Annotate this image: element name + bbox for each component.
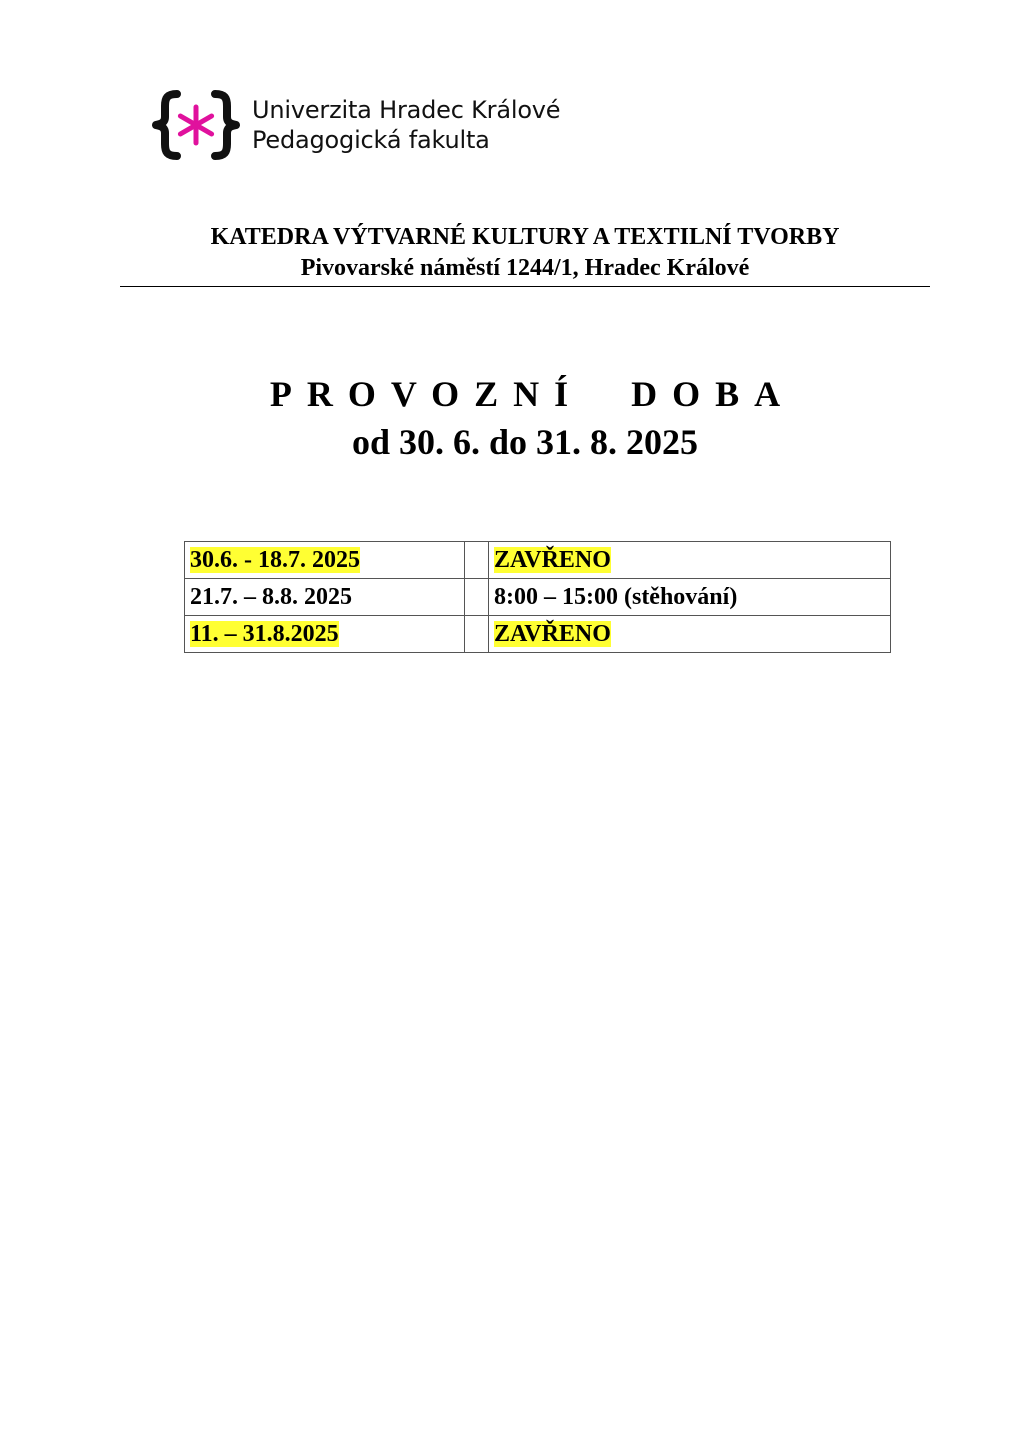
table-row [185,616,891,653]
asterisk-icon [180,107,211,143]
table-row [185,542,891,579]
date-range: 11. – 31.8.2025 [190,620,339,647]
status-cell [489,542,891,579]
status-text: ZAVŘENO [494,546,611,573]
logo-text [252,95,560,155]
date-cell [185,542,465,579]
status-cell [489,616,891,653]
university-name: Univerzita Hradec Králové [252,96,561,124]
date-cell [185,616,465,653]
date-range: 30.6. - 18.7. 2025 [190,546,360,573]
status-cell [489,579,891,616]
period-subtitle: od 30. 6. do 31. 8. 2025 [351,422,699,462]
faculty-name: Pedagogická fakulta [252,126,490,154]
university-logo [150,88,560,162]
department-header [120,222,930,284]
status-text: 8:00 – 15:00 (stěhování) [494,583,738,610]
department-name: KATEDRA VÝTVARNÉ KULTURY A TEXTILNÍ TVORBY [210,224,840,250]
asterisk-in-braces-icon [150,88,242,162]
page-title: PROVOZNÍ DOBA [269,374,796,414]
opening-hours-table [184,541,891,653]
table-row [185,579,891,616]
spacer-cell [465,616,489,653]
header-divider [120,286,930,287]
spacer-cell [465,542,489,579]
department-address: Pivovarské náměstí 1244/1, Hradec Králové [300,255,750,281]
date-cell [185,579,465,616]
spacer-cell [465,579,489,616]
status-text: ZAVŘENO [494,620,611,647]
date-range: 21.7. – 8.8. 2025 [190,583,352,610]
